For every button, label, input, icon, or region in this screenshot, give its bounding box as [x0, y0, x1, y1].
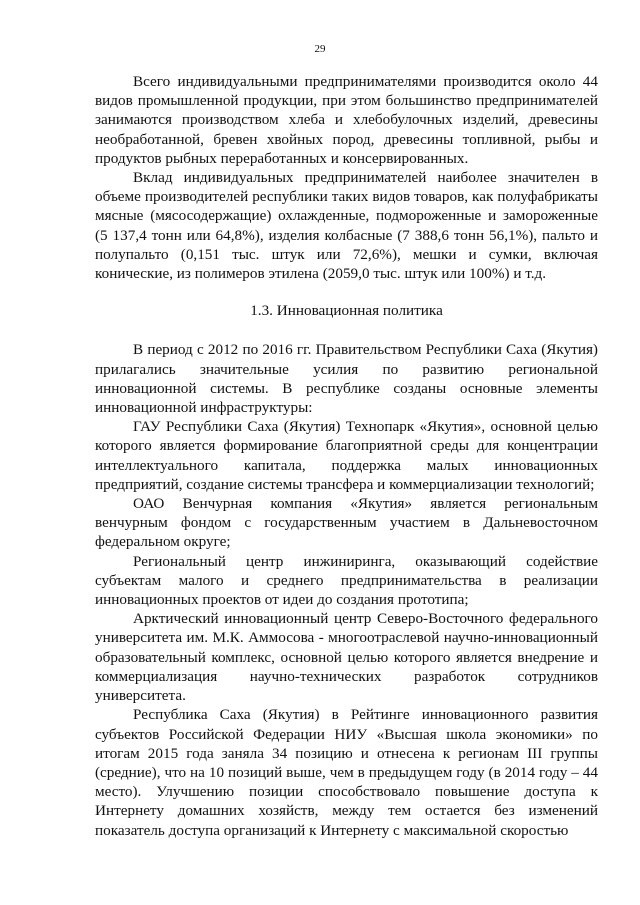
- paragraph-ip-contribution: Вклад индивидуальных предпринимателей наиболее значителен в объеме производителей республики таких видов товаров, как полуфабрикаты мясные (мясосодержащие) охлажденные, подмороженные и замороженные (5 137,4 тонн или 64,8%), изделия колбасные (7 388,6 тонн 56,1%), пальто и полупальто (0,151 тыс. штук или 72,6%), мешки и сумки, включая конические, из полимеров этилена (2059,0 тыс. штук или 100%) и т.д.: [95, 169, 598, 283]
- document-body: [95, 72, 598, 840]
- paragraph-arctic-center: Арктический инновационный центр Северо-Восточного федерального университета им. М.К. Аммосова - многоотраслевой научно-инновационный образовательный комплекс, основной целью которого является внедрение и коммерциализация научно-технических разработок сотрудников университета.: [95, 610, 598, 705]
- section-heading: 1.3. Инновационная политика: [250, 302, 443, 320]
- paragraph-engineering-center: Региональный центр инжиниринга, оказывающий содействие субъектам малого и среднего предпринимательства в реализации инновационных проектов от идеи до создания прототипа;: [95, 552, 598, 609]
- paragraph-innovation-rating: Республика Саха (Якутия) в Рейтинге инновационного развития субъектов Российской Федерации НИУ «Высшая школа экономики» по итогам 2015 года заняла 34 позицию и отнесена к регионам III группы (средние), что на 10 позиций выше, чем в предыдущем году (в 2014 году – 44 место). Улучшению позиции способствовало повышение доступа к Интернету домашних хозяйств, между тем остается без изменений показатель доступа организаций к Интернету с максимальной скоростью: [95, 706, 598, 839]
- paragraph-technopark: ГАУ Республики Саха (Якутия) Технопарк «Якутия», основной целью которого является формирование благоприятной среды для концентрации интеллектуального капитала, поддержка малых инновационных предприятий, создание системы трансфера и коммерциализации технологий;: [95, 418, 598, 493]
- paragraph-ip-products: Всего индивидуальными предпринимателями производится около 44 видов промышленной продукции, при этом большинство предпринимателей занимаются производством хлеба и хлебобулочных изделий, древесины необработанной, бревен хвойных пород, древесины топливной, рыбы и продуктов рыбных переработанных и консервированных.: [95, 73, 598, 167]
- paragraph-venture-company: ОАО Венчурная компания «Якутия» является региональным венчурным фондом с государственным участием в Дальневосточном федеральном округе;: [95, 495, 598, 551]
- paragraph-innovation-intro: В период с 2012 по 2016 гг. Правительством Республики Саха (Якутия) прилагались значительные усилия по развитию региональной инновационной системы. В республике созданы основные элементы инновационной инфраструктуры:: [95, 341, 598, 417]
- page-number: 29: [314, 43, 326, 55]
